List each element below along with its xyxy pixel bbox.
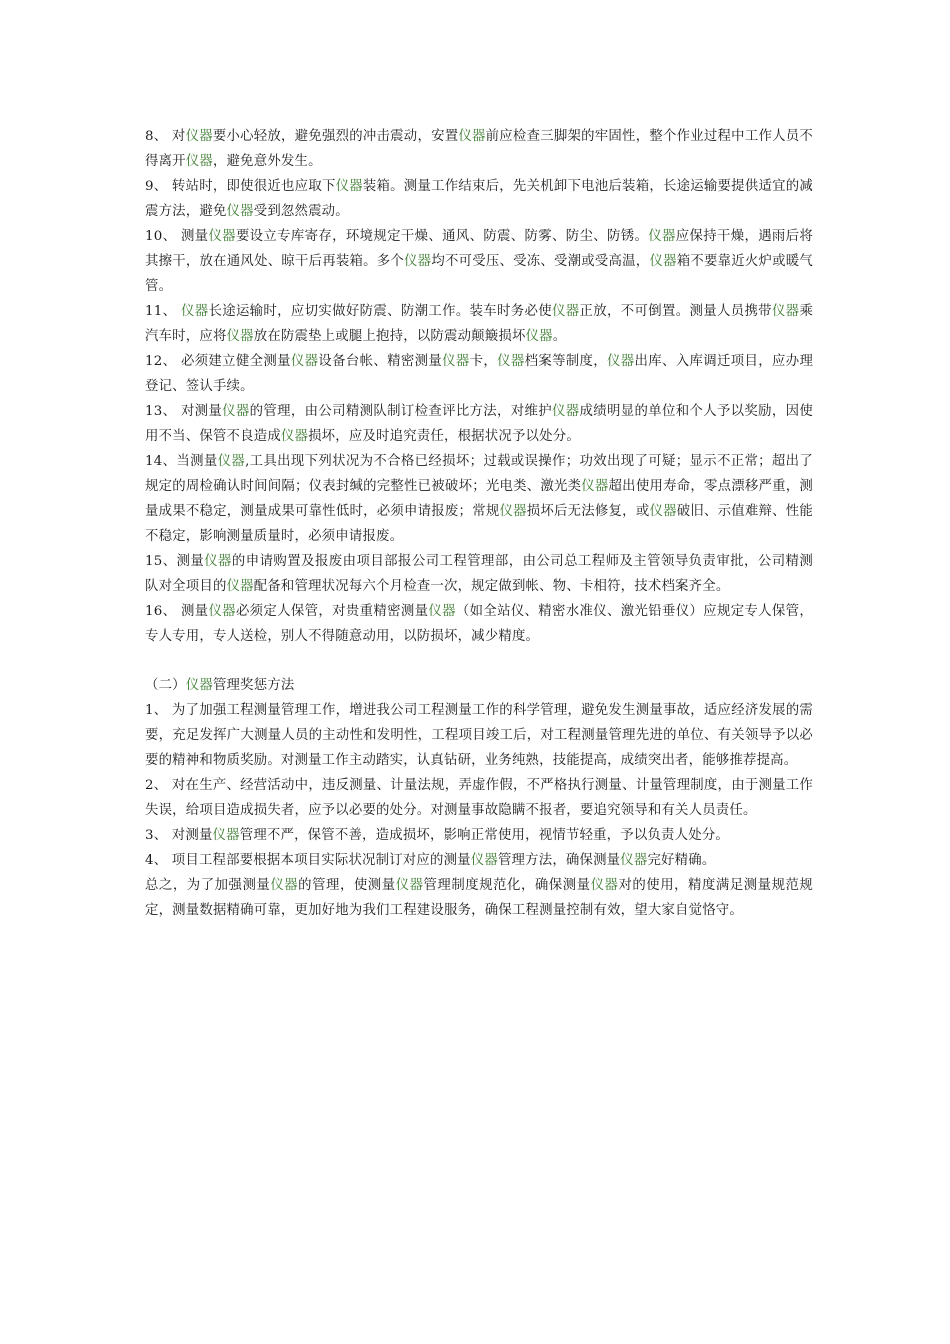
paragraph (145, 873, 813, 923)
highlighted-term: 仪器 (404, 254, 432, 269)
text-run: （二） (145, 678, 186, 693)
highlighted-term: 仪器 (552, 404, 580, 419)
text-run: 均不可受压、受冻、受潮或受高温， (431, 254, 650, 269)
text-run: 应保持干燥，遇雨后将其擦干，放在通风处、晾干后再装箱。多个 (145, 229, 814, 269)
text-run: 3、 对测量 (145, 828, 213, 843)
highlighted-term: 仪器 (226, 204, 254, 219)
highlighted-term: 仪器 (649, 504, 677, 519)
text-run: 正放，不可倒置。测量人员携带 (579, 304, 772, 319)
paragraph (145, 224, 813, 299)
text-run: 总之，为了加强测量 (145, 878, 271, 893)
text-run: 11、 (145, 304, 181, 319)
section-gap (145, 649, 813, 673)
text-run: 要设立专库寄存，环境规定干燥、通风、防震、防雾、防尘、防锈。 (235, 229, 649, 244)
text-run: 4、 项目工程部要根据本项目实际状况制订对应的测量 (145, 853, 471, 868)
text-run: 16、 测量 (145, 604, 209, 619)
highlighted-term: 仪器 (185, 154, 213, 169)
text-run: 对的使用，精度满足测量规范规定，测量数据精确可靠，更加好地为我们工程建设服务，确保工程测量控制有效，望大家自觉恪守。 (145, 878, 814, 918)
text-run: 的管理，使测量 (298, 878, 396, 893)
text-run: ，避免意外发生。 (212, 154, 322, 169)
highlighted-term: 仪器 (280, 429, 309, 444)
paragraph (145, 823, 813, 848)
text-run: 管理奖惩方法 (212, 678, 295, 693)
text-run: 8、 对 (145, 129, 186, 144)
text-run: 箱不要靠近火炉或暖气管。 (145, 254, 814, 294)
highlighted-term: 仪器 (428, 604, 456, 619)
highlighted-term: 仪器 (217, 454, 246, 469)
highlighted-term: 仪器 (442, 354, 470, 369)
highlighted-term: 仪器 (499, 504, 527, 519)
highlighted-term: 仪器 (222, 404, 250, 419)
document-body (145, 124, 813, 923)
highlighted-term: 仪器 (552, 304, 580, 319)
text-run: 15、测量 (145, 554, 205, 569)
highlighted-term: 仪器 (590, 878, 619, 893)
paragraph (145, 673, 813, 698)
text-run: 管理不严，保管不善，造成损坏，影响正常使用，视情节轻重，予以负责人处分。 (239, 828, 729, 843)
text-run: 要小心轻放，避免强烈的冲击震动，安置 (212, 129, 459, 144)
text-run: 前应检查三脚架的牢固性，整个作业过程中工作人员不得离开 (145, 129, 813, 169)
highlighted-term: 仪器 (226, 579, 254, 594)
text-run: 档案等制度， (524, 354, 608, 369)
paragraph (145, 399, 813, 449)
highlighted-term: 仪器 (185, 678, 213, 693)
text-run: 10、 测量 (145, 229, 209, 244)
text-run: 9、 转站时，即使很近也应取下 (145, 179, 336, 194)
text-run: 破旧、示值难辩、性能不稳定，影响测量质量时，必须申请报废。 (145, 504, 814, 544)
paragraph (145, 349, 813, 399)
text-run: 长途运输时，应切实做好防震、防潮工作。装车时务必使 (208, 304, 553, 319)
text-run: （如全站仪、精密水准仪、激光铅垂仪）应规定专人保管，专人专用，专人送检，别人不得随意动用，以防损坏，减少精度。 (145, 604, 814, 644)
highlighted-term: 仪器 (204, 554, 232, 569)
instrument-rules-section (145, 124, 813, 649)
paragraph (145, 698, 813, 773)
text-run: 完好精确。 (647, 853, 716, 868)
text-run: 的申请购置及报废由项目部报公司工程管理部，由公司总工程师及主管领导负责审批，公司精测队对全项目的 (145, 554, 813, 594)
paragraph (145, 449, 813, 549)
highlighted-term: 仪器 (185, 129, 213, 144)
highlighted-term: 仪器 (620, 853, 648, 868)
text-run: 放在防震垫上或腿上抱持，以防震动颠簸损坏 (253, 329, 526, 344)
highlighted-term: 仪器 (335, 179, 363, 194)
text-run: 出库、入库调迁项目，应办理登记、签认手续。 (145, 354, 814, 394)
paragraph (145, 848, 813, 873)
text-run: ,工具出现下列状况为不合格已经损坏；过载或误操作；功效出现了可疑；显示不正常；超出了规定的周检确认时间间隔；仪表封缄的完整性已被破坏；光电类、激光类 (145, 454, 814, 494)
text-run: 配备和管理状况每六个月检查一次，规定做到帐、物、卡相符，技术档案齐全。 (253, 579, 730, 594)
highlighted-term: 仪器 (607, 354, 635, 369)
reward-penalty-section (145, 673, 813, 923)
highlighted-term: 仪器 (581, 479, 609, 494)
highlighted-term: 仪器 (649, 254, 677, 269)
text-run: 成绩明显的单位和个人予以奖励，因使用不当、保管不良造成 (145, 404, 813, 444)
text-run: 受到忽然震动。 (253, 204, 349, 219)
text-run: 2、 对在生产、经营活动中，违反测量、计量法规，弄虚作假，不严格执行测量、计量管理制度，由于测量工作失误，给项目造成损失者，应予以必要的处分。对测量事故隐瞒不报者，要追究领导和有关人员责任。 (145, 778, 813, 818)
text-run: 必须定人保管，对贵重精密测量 (235, 604, 429, 619)
text-run: 乘汽车时，应将 (145, 304, 814, 344)
text-run: 超出使用寿命，零点漂移严重，测量成果不稳定，测量成果可靠性低时，必须申请报废；常规 (145, 479, 814, 519)
paragraph (145, 174, 813, 224)
highlighted-term: 仪器 (180, 304, 209, 319)
highlighted-term: 仪器 (771, 304, 800, 319)
text-run: 管理制度规范化，确保测量 (423, 878, 591, 893)
text-run: 管理方法，确保测量 (497, 853, 621, 868)
text-run: 设备台帐、精密测量 (318, 354, 443, 369)
highlighted-term: 仪器 (270, 878, 299, 893)
highlighted-term: 仪器 (648, 229, 676, 244)
text-run: 的管理，由公司精测队制订检查评比方法，对维护 (249, 404, 553, 419)
text-run: 1、 为了加强工程测量管理工作，增进我公司工程测量工作的科学管理，避免发生测量事故，适应经济发展的需要，充足发挥广大测量人员的主动性和发明性，工程项目竣工后，对工程测量管理先进的单位、有关领导予以必要的精神和物质奖励。对测量工作主动踏实，认真钻研，业务纯熟，技能提高，成绩突出者，能够推荐提高。 (145, 703, 813, 768)
text-run: 卡， (469, 354, 498, 369)
highlighted-term: 仪器 (208, 604, 236, 619)
highlighted-term: 仪器 (226, 329, 254, 344)
text-run: 装箱。测量工作结束后，先关机卸下电池后装箱，长途运输要提供适宜的减震方法，避免 (145, 179, 813, 219)
paragraph (145, 299, 813, 349)
highlighted-term: 仪器 (395, 878, 424, 893)
text-run: 12、 必须建立健全测量 (145, 354, 291, 369)
text-run: 14、当测量 (145, 454, 218, 469)
paragraph (145, 599, 813, 649)
highlighted-term: 仪器 (290, 354, 319, 369)
text-run: 损坏，应及时追究责任，根据状况予以处分。 (308, 429, 580, 444)
highlighted-term: 仪器 (470, 853, 498, 868)
highlighted-term: 仪器 (208, 229, 236, 244)
highlighted-term: 仪器 (497, 354, 525, 369)
text-run: 损坏后无法修复，或 (526, 504, 650, 519)
highlighted-term: 仪器 (525, 329, 553, 344)
paragraph (145, 549, 813, 599)
highlighted-term: 仪器 (458, 129, 486, 144)
highlighted-term: 仪器 (212, 828, 240, 843)
paragraph (145, 124, 813, 174)
paragraph (145, 773, 813, 823)
text-run: 13、 对测量 (145, 404, 223, 419)
text-run: 。 (552, 329, 567, 344)
